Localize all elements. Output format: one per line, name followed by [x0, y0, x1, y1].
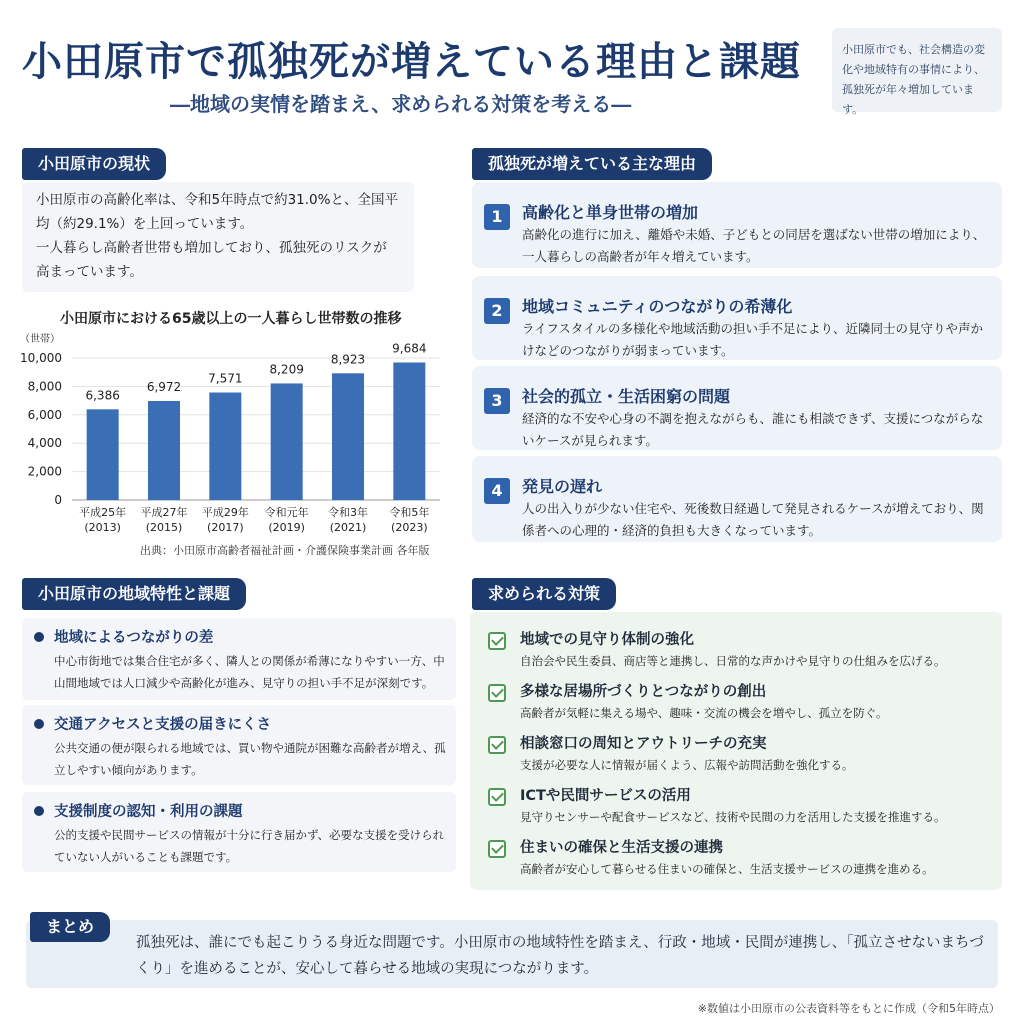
- bar: [393, 362, 425, 500]
- measure-desc: 高齢者が気軽に集える場や、趣味・交流の機会を増やし、孤立を防ぐ。: [520, 706, 888, 720]
- bar-value-label: 8,923: [330, 352, 366, 367]
- measures-heading: 求められる対策: [472, 578, 616, 610]
- status-text-1: 小田原市の高齢化率は、令和5年時点で約31.0%と、全国平均（約29.1%）を上回っています。: [36, 192, 398, 232]
- y-tick-label: 10,000: [20, 351, 62, 365]
- summary-heading: まとめ: [30, 912, 110, 942]
- measure-item: [488, 836, 988, 888]
- bar-value-label: 7,571: [208, 371, 243, 386]
- footnote: ※数値は小田原市の公表資料等をもとに作成（令和5年時点）: [697, 1002, 1000, 1015]
- bar-value-label: 8,209: [269, 362, 304, 377]
- x-tick-label: 平成25年: [79, 506, 127, 519]
- status-heading: 小田原市の現状: [22, 148, 166, 180]
- measure-item: [488, 784, 988, 836]
- x-tick-label: (2023): [391, 521, 428, 534]
- checkbox-icon: [488, 736, 506, 754]
- reason-title: 地域コミュニティのつながりの希薄化: [522, 297, 793, 316]
- reasons-heading: 孤独死が増えている主な理由: [472, 148, 712, 180]
- checkbox-icon: [488, 788, 506, 806]
- feature-desc: 中心市街地では集合住宅が多く、隣人との関係が希薄になりやすい一方、中山間地域では人口減少や高齢化が進み、見守りの担い手不足が深刻です。: [54, 654, 445, 690]
- reason-number-badge: 3: [484, 388, 510, 414]
- y-tick-label: 2,000: [27, 464, 62, 479]
- feature-card-2: [22, 705, 456, 785]
- measure-desc: 自治会や民生委員、商店等と連携し、日常的な声かけや見守りの仕組みを広げる。: [520, 654, 946, 668]
- intro-note: 小田原市でも、社会構造の変化や地域特有の事情により、孤独死が年々増加しています。: [832, 28, 1002, 112]
- bar-value-label: 6,386: [85, 388, 120, 403]
- bar-value-label: 6,972: [146, 379, 182, 394]
- x-tick-label: 平成27年: [140, 506, 188, 519]
- x-tick-label: 平成29年: [201, 506, 249, 519]
- bar: [148, 401, 180, 500]
- reason-desc: ライフスタイルの多様化や地域活動の担い手不足により、近隣同士の見守りや声かけなどのつながりが弱まっています。: [522, 321, 984, 358]
- measure-title: 多様な居場所づくりとつながりの創出: [520, 684, 767, 700]
- chart-y-ticks: [20, 351, 62, 507]
- chart-x-labels: [79, 505, 429, 534]
- feature-desc: 公共交通の便が限られる地域では、買い物や通院が困難な高齢者が増え、孤立しやすい傾向があります。: [54, 741, 446, 777]
- reason-card-4: [472, 456, 1002, 542]
- reason-card-1: [472, 182, 1002, 268]
- features-heading: 小田原市の地域特性と課題: [22, 578, 246, 610]
- measure-item: [488, 628, 988, 680]
- bullet-icon: [34, 806, 44, 816]
- bullet-icon: [34, 719, 44, 729]
- summary-text: 孤独死は、誰にでも起こりうる身近な問題です。小田原市の地域特性を踏まえ、行政・地域・民間が連携し、「孤立させないまちづくり」を進めることが、安心して暮らせる地域の実現につながります。: [136, 935, 984, 977]
- checkbox-icon: [488, 840, 506, 858]
- chart-bars: [87, 362, 426, 500]
- measure-item: [488, 732, 988, 784]
- reason-desc: 人の出入りが少ない住宅や、死後数日経過して発見されるケースが増えており、関係者への心理的・経済的負担も大きくなっています。: [522, 501, 984, 538]
- chart-y-label: （世帯）: [20, 334, 60, 345]
- page-subtitle: ―地域の実情を踏まえ、求められる対策を考える―: [170, 92, 632, 116]
- reason-desc: 経済的な不安や心身の不調を抱えながらも、誰にも相談できず、支援につながらないケースが見られます。: [522, 411, 984, 448]
- x-tick-label: 令和5年: [389, 506, 430, 519]
- feature-desc: 公的支援や民間サービスの情報が十分に行き届かず、必要な支援を受けられていない人がいることも課題です。: [54, 828, 445, 864]
- status-text-2: 一人暮らし高齢者世帯も増加しており、孤独死のリスクが高まっています。: [36, 240, 387, 280]
- checkbox-icon: [488, 632, 506, 650]
- measure-title: 相談窓口の周知とアウトリーチの充実: [520, 736, 767, 752]
- x-tick-label: (2015): [145, 521, 183, 534]
- measure-item: [488, 680, 988, 732]
- measures-panel: [470, 612, 1002, 890]
- reason-title: 社会的孤立・生活困窮の問題: [522, 387, 731, 406]
- measure-title: ICTや民間サービスの活用: [520, 788, 691, 804]
- bar-value-label: 9,684: [392, 341, 427, 356]
- x-tick-label: 令和元年: [264, 506, 309, 519]
- measure-desc: 支援が必要な人に情報が届くよう、広報や訪問活動を強化する。: [520, 758, 854, 772]
- x-tick-label: (2013): [84, 521, 121, 534]
- feature-title: 地域によるつながりの差: [54, 630, 214, 646]
- feature-card-1: [22, 618, 456, 700]
- status-panel: [22, 182, 414, 292]
- x-tick-label: (2019): [268, 521, 305, 534]
- page-title: 小田原市で孤独死が増えている理由と課題: [22, 38, 801, 85]
- reason-number-badge: 1: [484, 204, 510, 230]
- measure-desc: 見守りセンサーや配食サービスなど、技術や民間の力を活用した支援を推進する。: [520, 810, 946, 824]
- y-tick-label: 4,000: [27, 436, 62, 451]
- chart-title: 小田原市における65歳以上の一人暮らし世帯数の推移: [60, 311, 402, 327]
- chart-value-labels: [85, 341, 426, 402]
- bar: [271, 383, 303, 500]
- chart-grid: [72, 358, 440, 500]
- x-tick-label: 令和3年: [328, 506, 368, 519]
- y-tick-label: 8,000: [27, 379, 62, 394]
- measure-title: 地域での見守り体制の強化: [520, 632, 694, 648]
- reason-desc: 高齢化の進行に加え、離婚や未婚、子どもとの同居を選ばない世帯の増加により、一人暮らしの高齢者が年々増えています。: [522, 227, 986, 264]
- bar: [332, 373, 364, 500]
- bar-chart: [0, 326, 460, 556]
- feature-title: 支援制度の認知・利用の課題: [54, 804, 243, 820]
- measure-title: 住まいの確保と生活支援の連携: [520, 840, 723, 856]
- reason-number-badge: 2: [484, 298, 510, 324]
- chart-source: 出典：小田原市高齢者福祉計画・介護保険事業計画 各年版: [140, 544, 430, 557]
- bullet-icon: [34, 632, 44, 642]
- feature-card-3: [22, 792, 456, 872]
- measure-desc: 高齢者が安心して暮らせる住まいの確保と、生活支援サービスの連携を進める。: [520, 862, 934, 876]
- x-tick-label: (2017): [207, 521, 244, 534]
- bar: [209, 392, 241, 500]
- reason-title: 高齢化と単身世帯の増加: [522, 203, 699, 222]
- x-tick-label: (2021): [329, 521, 367, 534]
- checkbox-icon: [488, 684, 506, 702]
- reason-card-2: [472, 276, 1002, 360]
- bar: [87, 409, 119, 500]
- y-tick-label: 0: [54, 493, 62, 507]
- feature-title: 交通アクセスと支援の届きにくさ: [54, 717, 272, 733]
- reason-number-badge: 4: [484, 478, 510, 504]
- reason-title: 発見の遅れ: [522, 477, 603, 496]
- reason-card-3: [472, 366, 1002, 450]
- y-tick-label: 6,000: [27, 407, 62, 422]
